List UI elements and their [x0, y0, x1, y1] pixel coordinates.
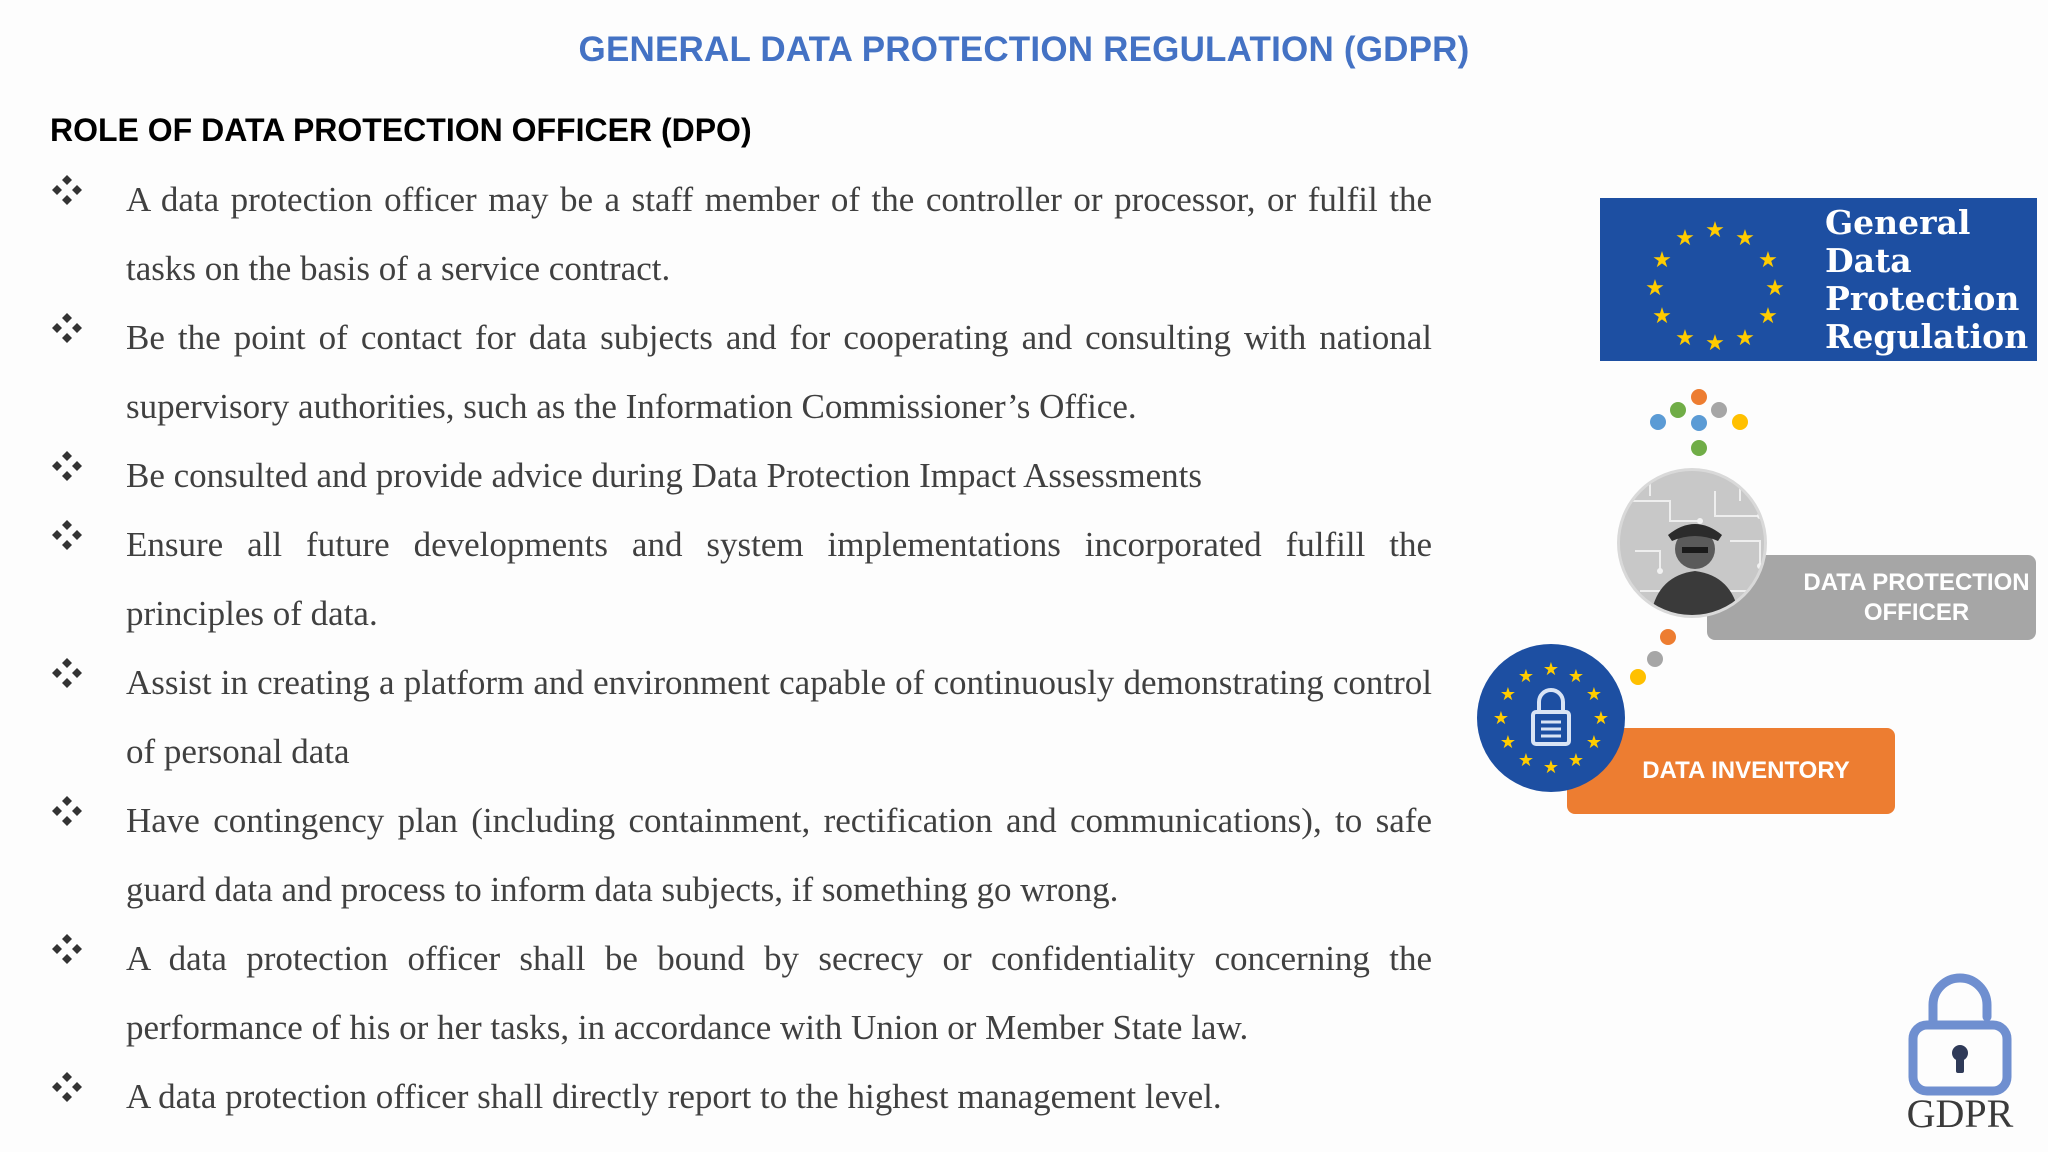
bullet-text: Assist in creating a platform and environment capable of continuously demonstrating control of personal data	[126, 663, 1432, 771]
bullet-item	[50, 441, 1432, 510]
diamond-bullet-icon	[50, 656, 84, 690]
banner-line: Protection	[1825, 279, 2020, 318]
dot-blue	[1691, 415, 1707, 431]
gdpr-logo-text: GDPR	[1906, 1091, 2014, 1136]
svg-text:★: ★	[1765, 276, 1785, 301]
svg-text:★: ★	[1758, 248, 1778, 273]
dpo-label-line: DATA PROTECTION	[1803, 568, 2030, 596]
banner-text	[1825, 204, 2028, 356]
dot-grey	[1647, 651, 1663, 667]
data-inventory-label: DATA INVENTORY	[1567, 728, 1895, 814]
slide-title: GENERAL DATA PROTECTION REGULATION (GDPR)	[578, 30, 1470, 69]
svg-text:★: ★	[1517, 666, 1535, 687]
officer-icon	[1620, 471, 1767, 618]
bullet-text: A data protection officer shall directly report to the highest management level.	[126, 1077, 1222, 1116]
dot-orange	[1691, 389, 1707, 405]
diamond-bullet-icon	[50, 449, 84, 483]
bullet-item	[50, 303, 1432, 441]
gdpr-banner	[1600, 198, 2037, 361]
bullet-text: Have contingency plan (including containment, rectification and communications), to safe guard data and process to inform data subjects, if something go wrong.	[126, 801, 1432, 909]
svg-text:★: ★	[1735, 326, 1755, 350]
dot-yellow	[1630, 669, 1646, 685]
dot-blue	[1650, 414, 1666, 430]
svg-text:★: ★	[1585, 684, 1603, 705]
svg-text:★: ★	[1758, 304, 1778, 329]
diamond-bullet-icon	[50, 794, 84, 828]
bullet-item	[50, 648, 1432, 786]
dot-green	[1691, 440, 1707, 456]
banner-line: Data	[1825, 241, 1912, 280]
bullet-item	[50, 924, 1432, 1062]
svg-text:★: ★	[1517, 750, 1535, 771]
svg-text:★: ★	[1567, 666, 1585, 687]
svg-text:★: ★	[1652, 304, 1672, 329]
bullet-text: Be consulted and provide advice during Data Protection Impact Assessments	[126, 456, 1202, 495]
dot-green	[1670, 402, 1686, 418]
section-heading: ROLE OF DATA PROTECTION OFFICER (DPO)	[50, 112, 752, 148]
diamond-bullet-icon	[50, 311, 84, 345]
svg-text:★: ★	[1542, 659, 1560, 680]
svg-text:★: ★	[1567, 750, 1585, 771]
svg-text:★: ★	[1542, 757, 1560, 778]
bullet-item	[50, 786, 1432, 924]
bullet-item	[50, 1062, 1432, 1131]
bullet-text: Ensure all future developments and system implementations incorporated fulfill the principles of data.	[126, 525, 1432, 633]
bullet-item	[50, 165, 1432, 303]
dot-orange	[1660, 629, 1676, 645]
diamond-bullet-icon	[50, 173, 84, 207]
dot-grey	[1711, 402, 1727, 418]
officer-avatar	[1617, 468, 1767, 618]
svg-text:★: ★	[1652, 248, 1672, 273]
bullet-list	[50, 165, 1432, 1131]
eu-stars-icon	[1640, 210, 1790, 350]
svg-text:★: ★	[1592, 708, 1610, 729]
banner-line: Regulation	[1825, 317, 2029, 356]
diamond-bullet-icon	[50, 932, 84, 966]
dpo-label-line: OFFICER	[1863, 598, 1970, 626]
banner-line: General	[1825, 203, 1971, 242]
bullet-item	[50, 510, 1432, 648]
svg-text:★: ★	[1645, 276, 1665, 301]
svg-text:★: ★	[1492, 708, 1510, 729]
svg-text:★: ★	[1499, 732, 1517, 753]
svg-text:★: ★	[1499, 684, 1517, 705]
diamond-bullet-icon	[50, 518, 84, 552]
bullet-text: Be the point of contact for data subjects and for cooperating and consulting with national supervisory authorities, such as the Information Commissioner’s Office.	[126, 318, 1432, 426]
svg-text:★: ★	[1705, 218, 1725, 243]
eu-lock-icon	[1475, 642, 1627, 794]
svg-text:★: ★	[1585, 732, 1603, 753]
svg-text:★: ★	[1735, 226, 1755, 251]
bullet-text: A data protection officer shall be bound by secrecy or confidentiality concerning the performance of his or her tasks, in accordance with Union or Member State law.	[126, 939, 1432, 1047]
diamond-bullet-icon	[50, 1070, 84, 1104]
bullet-text: A data protection officer may be a staff member of the controller or processor, or fulfil the tasks on the basis of a service contract.	[126, 180, 1432, 288]
svg-text:★: ★	[1705, 331, 1725, 350]
svg-text:★: ★	[1675, 326, 1695, 350]
svg-text:★: ★	[1675, 226, 1695, 251]
dot-yellow	[1732, 414, 1748, 430]
